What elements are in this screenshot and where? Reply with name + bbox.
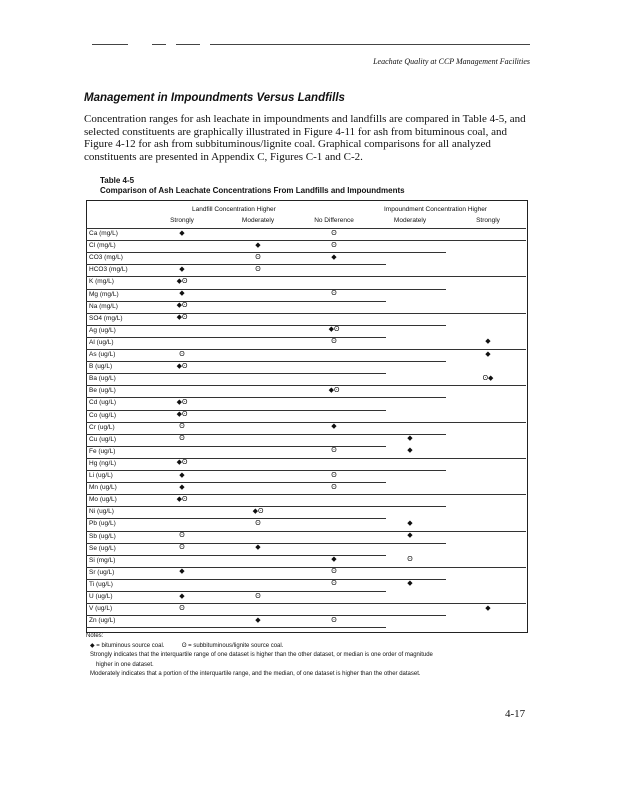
result-mark: ʘ xyxy=(179,350,185,358)
strongly-definition-continued: higher in one dataset. xyxy=(96,661,154,668)
result-mark: ◆ xyxy=(407,435,413,443)
result-mark: ʘ xyxy=(179,544,185,552)
column-header-moderately-impoundment: Moderately xyxy=(393,217,427,224)
row-label: Ag (ug/L) xyxy=(89,326,116,334)
result-mark: ◆ xyxy=(407,532,413,539)
result-mark: ʘ xyxy=(255,592,261,600)
row-divider xyxy=(86,518,386,519)
row-divider xyxy=(86,385,526,386)
notes-heading: Notes: xyxy=(86,633,104,639)
result-mark: ʘ◆ xyxy=(482,374,494,382)
column-header-strongly-impoundment: Strongly xyxy=(476,217,500,224)
running-header: Leachate Quality at CCP Management Facilities xyxy=(373,57,530,66)
result-mark: ʘ xyxy=(179,435,185,443)
row-divider xyxy=(86,361,446,362)
row-label: Be (ug/L) xyxy=(89,387,116,395)
row-divider xyxy=(86,276,526,277)
result-mark: ʘ xyxy=(255,253,261,261)
header-rule xyxy=(210,44,530,45)
result-mark: ʘ xyxy=(331,471,337,479)
result-mark: ◆ʘ xyxy=(252,507,264,515)
row-divider xyxy=(86,325,446,326)
result-mark: ◆ʘ xyxy=(176,459,188,467)
row-divider xyxy=(86,603,526,604)
row-label: Fe (ug/L) xyxy=(89,447,116,455)
row-label: Hg (ng/L) xyxy=(89,459,117,467)
row-label: Cl (mg/L) xyxy=(89,242,116,250)
row-label: CO3 (mg/L) xyxy=(89,254,123,262)
row-label: Ca (mg/L) xyxy=(89,230,118,237)
row-divider xyxy=(86,434,446,435)
result-mark: ◆ xyxy=(179,568,185,576)
table-number: Table 4-5 xyxy=(100,176,135,185)
result-mark: ◆ xyxy=(331,253,337,261)
result-mark: ◆ xyxy=(407,447,413,455)
row-label: Ba (ug/L) xyxy=(89,375,116,383)
result-mark: ʘ xyxy=(331,616,337,624)
result-mark: ◆ʘ xyxy=(176,411,188,418)
row-label: Co (ug/L) xyxy=(89,411,117,419)
column-header-moderately-landfill: Moderately xyxy=(241,217,275,224)
result-mark: ◆ʘ xyxy=(176,277,188,285)
row-divider xyxy=(86,289,446,290)
result-mark: ◆ xyxy=(179,290,185,297)
row-label: Cr (ug/L) xyxy=(89,423,115,431)
row-divider xyxy=(86,410,386,411)
header-rule-line xyxy=(86,228,526,229)
result-mark: ʘ xyxy=(179,423,185,431)
row-label: HCO3 (mg/L) xyxy=(89,266,128,274)
result-mark: ʘ xyxy=(179,532,185,539)
section-title: Management in Impoundments Versus Landfills xyxy=(84,92,345,104)
result-mark: ◆ʘ xyxy=(176,302,188,310)
result-mark: ◆ʘ xyxy=(176,398,188,406)
column-header-strongly-landfill: Strongly xyxy=(170,217,194,224)
row-divider xyxy=(86,627,386,628)
row-label: Cd (ug/L) xyxy=(89,399,117,407)
row-label: SO4 (mg/L) xyxy=(89,314,123,322)
result-mark: ʘ xyxy=(331,241,337,249)
row-label: Se (ug/L) xyxy=(89,544,116,552)
body-paragraph: Concentration ranges for ash leachate in impoundments and landfills are compared in Table 4-5, and selected constituents are graphically illustrated in Figure 4-11 for ash from bituminous coal, and Figure 4-12 for ash from subbituminous/lignite coal. Graphical comparisons for all analyzed constituents are presented in Appendix C, Figures C-1 and C-2. xyxy=(84,113,526,163)
row-label: Sb (ug/L) xyxy=(89,532,116,540)
result-mark: ◆ xyxy=(255,544,261,552)
result-mark: ◆ʘ xyxy=(176,314,188,322)
result-mark: ◆ xyxy=(331,423,337,431)
row-label: Al (ug/L) xyxy=(89,338,114,346)
row-divider xyxy=(86,264,386,265)
row-divider xyxy=(86,397,446,398)
column-header-no-difference: No Difference xyxy=(314,217,354,224)
row-label: Mn (ug/L) xyxy=(89,484,117,492)
row-label: K (mg/L) xyxy=(89,278,114,286)
row-divider xyxy=(86,494,526,495)
row-label: Sr (ug/L) xyxy=(89,568,115,576)
row-divider xyxy=(86,240,526,241)
table-notes xyxy=(86,632,433,680)
header-rule xyxy=(152,44,166,45)
result-mark: ◆ xyxy=(407,580,413,588)
result-mark: ʘ xyxy=(331,447,337,455)
strongly-definition: Strongly indicates that the interquartile range of one dataset is higher than the other dataset, or median is one order of magnitude xyxy=(90,652,433,658)
row-divider xyxy=(86,373,386,374)
landfill-group-header: Landfill Concentration Higher xyxy=(192,206,276,213)
moderately-definition: Moderately indicates that a portion of the interquartile range, and the median, of one dataset is higher than the other dataset. xyxy=(90,671,421,677)
notes-legend xyxy=(90,642,433,652)
result-mark: ʘ xyxy=(331,568,337,576)
row-divider xyxy=(86,313,526,314)
legend-bituminous: ◆ = bituminous source coal. xyxy=(90,642,165,649)
result-mark: ʘ xyxy=(331,483,337,491)
row-label: Mo (ug/L) xyxy=(89,496,117,504)
result-mark: ◆ xyxy=(255,241,261,249)
result-mark: ◆ xyxy=(331,556,337,564)
result-mark: ʘ xyxy=(255,265,261,273)
row-label: Zn (ug/L) xyxy=(89,617,116,625)
row-label: Si (mg/L) xyxy=(89,556,116,564)
result-mark: ◆ xyxy=(179,229,185,237)
header-rule xyxy=(176,44,200,45)
row-divider xyxy=(86,301,386,302)
result-mark: ◆ xyxy=(485,338,491,346)
result-mark: ◆ʘ xyxy=(328,386,340,394)
row-divider xyxy=(86,591,386,592)
result-mark: ◆ xyxy=(179,471,185,479)
row-label: Pb (ug/L) xyxy=(89,520,116,528)
page-number: 4-17 xyxy=(505,708,526,720)
result-mark: ◆ xyxy=(179,265,185,273)
result-mark: ◆ xyxy=(485,604,491,612)
header-rule xyxy=(92,44,128,45)
row-divider xyxy=(86,422,526,423)
row-label: Cu (ug/L) xyxy=(89,435,117,443)
result-mark: ◆ xyxy=(179,592,185,600)
row-label: Mg (mg/L) xyxy=(89,290,119,298)
row-divider xyxy=(86,579,446,580)
row-label: Ni (ug/L) xyxy=(89,508,114,516)
result-mark: ◆ʘ xyxy=(328,326,340,334)
result-mark: ʘ xyxy=(331,580,337,588)
result-mark: ◆ʘ xyxy=(176,495,188,503)
row-divider xyxy=(86,470,446,471)
row-label: V (ug/L) xyxy=(89,605,113,613)
row-label: Li (ug/L) xyxy=(89,472,113,479)
row-divider xyxy=(86,567,526,568)
result-mark: ʘ xyxy=(407,556,413,564)
result-mark: ◆ xyxy=(407,519,413,527)
row-label: Na (mg/L) xyxy=(89,302,118,310)
row-label: B (ug/L) xyxy=(89,363,113,371)
impoundment-group-header: Impoundment Concentration Higher xyxy=(384,206,487,213)
result-mark: ◆ xyxy=(255,616,261,624)
comparison-table xyxy=(86,200,527,632)
result-mark: ʘ xyxy=(331,338,337,346)
result-mark: ʘ xyxy=(179,604,185,612)
row-label: U (ug/L) xyxy=(89,593,113,600)
result-mark: ◆ xyxy=(485,350,491,358)
row-divider xyxy=(86,531,526,532)
result-mark: ʘ xyxy=(331,229,337,237)
row-divider xyxy=(86,458,526,459)
result-mark: ◆ʘ xyxy=(176,362,188,370)
result-mark: ◆ xyxy=(179,483,185,491)
result-mark: ʘ xyxy=(331,290,337,297)
legend-subbituminous: ʘ = subbituminous/lignite source coal. xyxy=(181,642,284,649)
result-mark: ʘ xyxy=(255,519,261,527)
row-divider xyxy=(86,349,526,350)
table-title: Comparison of Ash Leachate Concentrations From Landfills and Impoundments xyxy=(100,186,405,195)
row-label: As (ug/L) xyxy=(89,351,116,358)
row-label: Ti (ug/L) xyxy=(89,580,113,588)
